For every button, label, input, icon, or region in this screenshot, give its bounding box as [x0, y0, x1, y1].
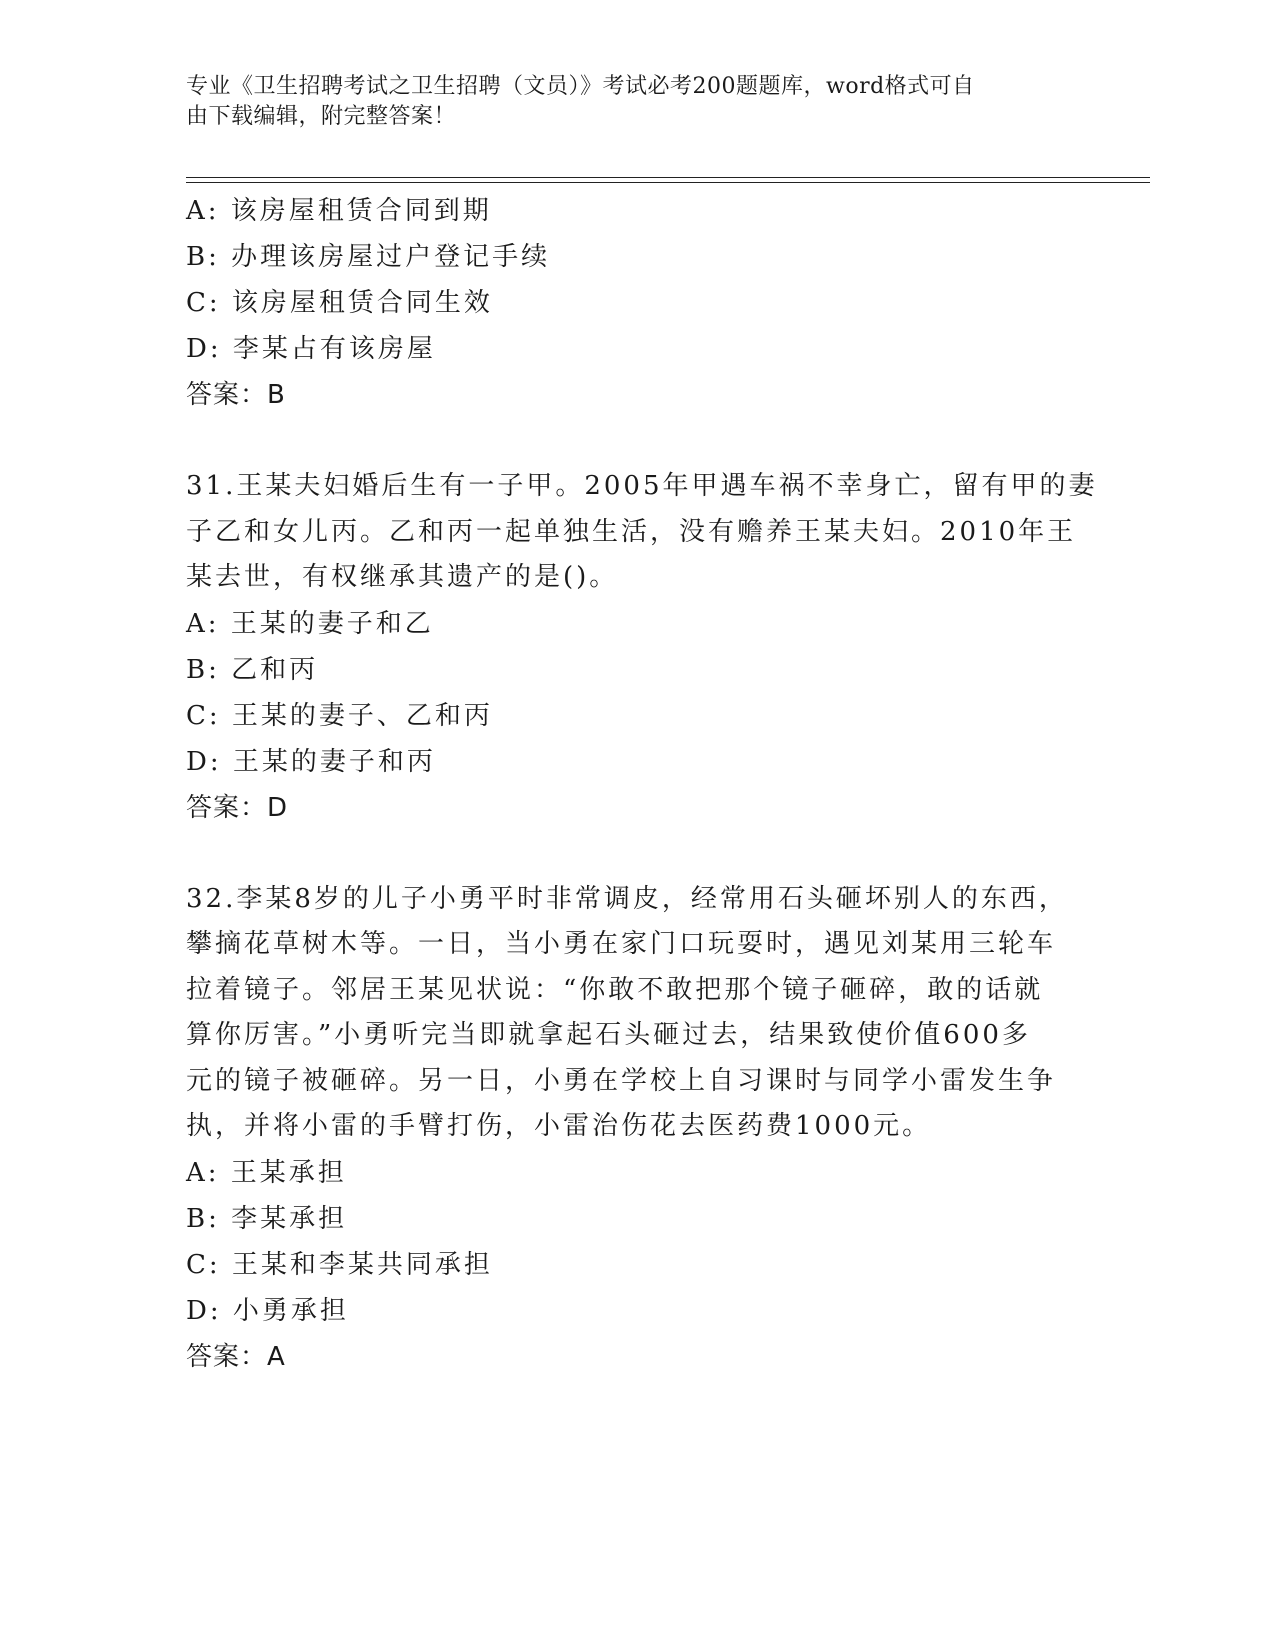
option-d: D: 小勇承担	[186, 1295, 349, 1326]
option-c: C: 该房屋租赁合同生效	[186, 288, 493, 318]
question-line: 算你厉害。”小勇听完当即就拿起石头砸过去，结果致使价值600多	[186, 1020, 1031, 1050]
question-line: 拉着镜子。邻居王某见状说：“你敢不敢把那个镜子砸碎，敢的话就	[186, 974, 1044, 1005]
question-line: 32.李某8岁的儿子小勇平时非常调皮，经常用石头砸坏别人的东西，	[186, 883, 1068, 914]
header-divider-top	[186, 177, 1150, 178]
question-line: 某去世，有权继承其遗产的是()。	[186, 562, 619, 592]
question-32	[186, 877, 1066, 1380]
header-line-1: 专业《卫生招聘考试之卫生招聘（文员）》考试必考200题题库，word格式可自	[186, 74, 975, 99]
option-b: B: 办理该房屋过户登记手续	[186, 242, 551, 272]
spacer	[186, 831, 1066, 877]
option-a: A: 王某的妻子和乙	[186, 608, 434, 639]
question-30-continued	[186, 188, 1066, 418]
header-line-2: 由下载编辑，附完整答案！	[186, 104, 457, 129]
question-line: 执，并将小雷的手臂打伤，小雷治伤花去医药费1000元。	[186, 1111, 932, 1141]
question-line: 元的镜子被砸碎。另一日，小勇在学校上自习课时与同学小雷发生争	[186, 1065, 1057, 1096]
option-c: C: 王某的妻子、乙和丙	[186, 700, 493, 731]
option-c: C: 王某和李某共同承担	[186, 1249, 493, 1280]
question-31	[186, 464, 1098, 831]
option-d: D: 李某占有该房屋	[186, 334, 436, 364]
question-line: 31.王某夫妇婚后生有一子甲。2005年甲遇车祸不幸身亡，留有甲的妻	[186, 471, 1098, 501]
spacer	[186, 418, 1066, 464]
document-body	[186, 188, 1098, 1380]
option-a: A: 王某承担	[186, 1157, 347, 1188]
question-line: 攀摘花草树木等。一日，当小勇在家门口玩耍时，遇见刘某用三轮车	[186, 929, 1057, 959]
document-header	[186, 72, 1066, 132]
option-b: B: 李某承担	[186, 1203, 348, 1234]
header-divider-bottom	[186, 182, 1150, 183]
answer: 答案：B	[186, 380, 286, 410]
answer: 答案：D	[186, 792, 289, 823]
question-line: 子乙和女儿丙。乙和丙一起单独生活，没有赡养王某夫妇。2010年王	[186, 516, 1077, 547]
option-a: A: 该房屋租赁合同到期	[186, 196, 492, 226]
answer: 答案：A	[186, 1341, 286, 1372]
option-b: B: 乙和丙	[186, 654, 319, 685]
option-d: D: 王某的妻子和丙	[186, 746, 436, 777]
